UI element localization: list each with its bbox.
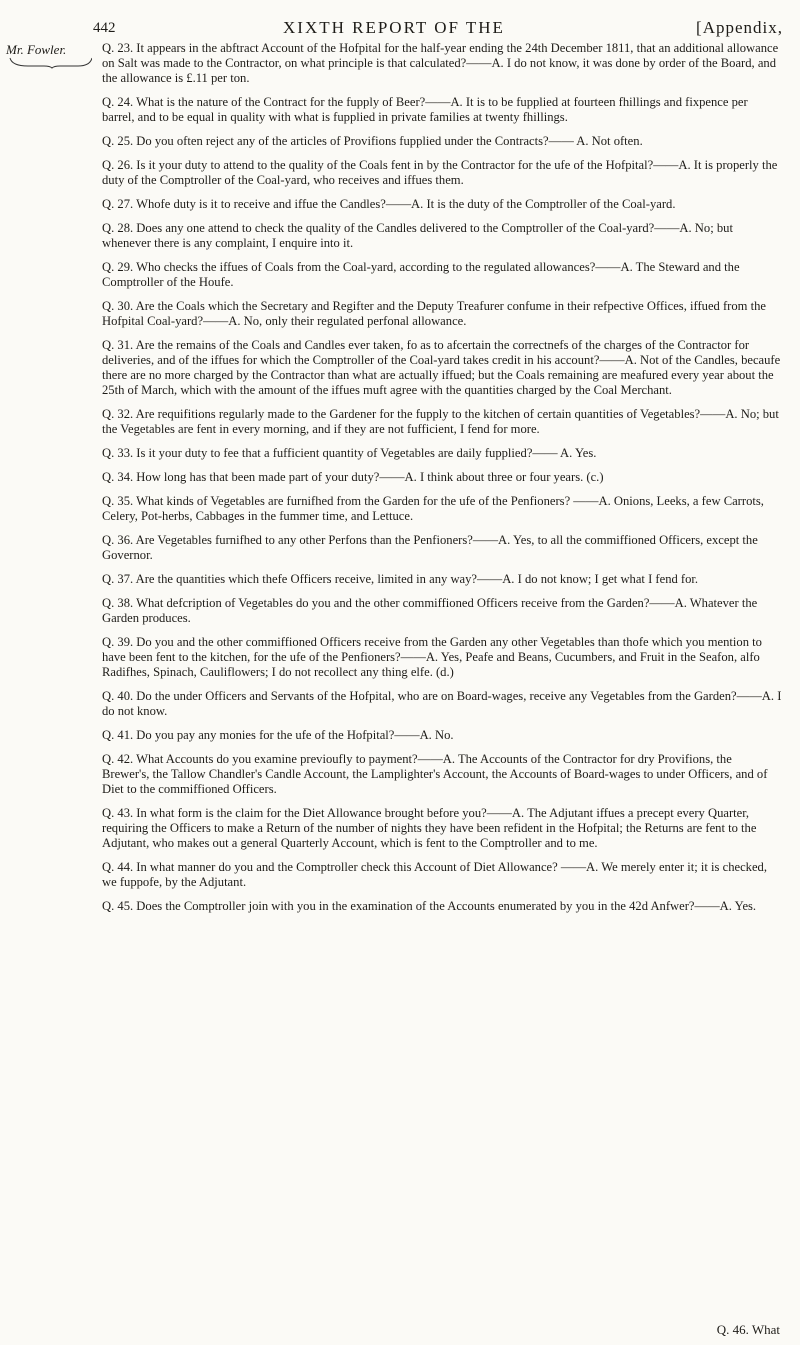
question-number: Q. 28.: [102, 221, 134, 235]
qa-entry: [102, 260, 782, 290]
question-number: Q. 44.: [102, 860, 134, 874]
margin-brace: [8, 57, 92, 69]
question-number: Q. 45.: [102, 899, 134, 913]
qa-text: How long has that been made part of your duty?——A. I think about three or four years. (c.): [136, 470, 604, 484]
qa-entry: [102, 95, 782, 125]
qa-text: What Accounts do you examine previoufly to payment?——A. The Accounts of the Contractor for dry Provifions, the Brewer's, the Tallow Chandler's Candle Account, the Lamplighter's Account, the Accounts of Board-wages to under Officers, and of Diet to the commiffioned Officers.: [102, 752, 768, 796]
qa-text: Do you and the other commiffioned Officers receive from the Garden any other Vegetables than thofe which you mention to have been fent to the kitchen, for the ufe of the Penfioners?——A. Yes, Peafe and Beans, Cucumbers, and Fruit in the Seafon, alfo Radifhes, Spinach, Cauliflowers; I do not recollect any thing elfe. (d.): [102, 635, 762, 679]
qa-entry: [102, 158, 782, 188]
question-number: Q. 34.: [102, 470, 134, 484]
qa-entry: [102, 899, 782, 914]
question-number: Q. 26.: [102, 158, 134, 172]
qa-entry: [102, 728, 782, 743]
qa-text: Do you pay any monies for the ufe of the Hofpital?——A. No.: [136, 728, 454, 742]
question-number: Q. 32.: [102, 407, 134, 421]
qa-text: What is the nature of the Contract for the fupply of Beer?——A. It is to be fupplied at fourteen fhillings and fixpence per barrel, and to be equal in quality with what is fupplied in private families at twenty fhillings.: [102, 95, 748, 124]
question-number: Q. 38.: [102, 596, 134, 610]
question-number: Q. 40.: [102, 689, 134, 703]
qa-entry: [102, 470, 782, 485]
qa-text: What defcription of Vegetables do you and the other commiffioned Officers receive from the Garden?——A. Whatever the Garden produces.: [102, 596, 758, 625]
qa-text: It appears in the abftract Account of the Hofpital for the half-year ending the 24th December 1811, that an additional allowance on Salt was made to the Contractor, on what principle is that calculated?——A. I do not know, it was done by order of the Board, and the allowance is £.11 per ton.: [102, 41, 779, 85]
qa-entry: [102, 299, 782, 329]
qa-entry: [102, 635, 782, 680]
qa-entry: [102, 134, 782, 149]
question-number: Q. 24.: [102, 95, 134, 109]
qa-entry: [102, 860, 782, 890]
qa-text: Are the Coals which the Secretary and Regifter and the Deputy Treafurer confume in their refpective Offices, iffued from the Hofpital Coal-yard?——A. No, only their regulated perfonal allowance.: [102, 299, 767, 328]
qa-text: Who checks the iffues of Coals from the Coal-yard, according to the regulated allowances?——A. The Steward and the Comptroller of the Houfe.: [102, 260, 740, 289]
qa-text: Do you often reject any of the articles of Provifions fupplied under the Contracts?—— A. Not often.: [136, 134, 643, 148]
report-title: XIXTH REPORT OF THE: [283, 18, 505, 37]
qa-text: Are Vegetables furnifhed to any other Perfons than the Penfioners?——A. Yes, to all the commiffioned Officers, except the Governor.: [102, 533, 758, 562]
question-number: Q. 36.: [102, 533, 134, 547]
question-number: Q. 41.: [102, 728, 134, 742]
qa-entry: [102, 533, 782, 563]
qa-text: What kinds of Vegetables are furnifhed from the Garden for the ufe of the Penfioners? ——A. Onions, Leeks, a few Carrots, Celery, Pot-herbs, Cabbages in the fummer time, and Lettuce.: [102, 494, 764, 523]
qa-text: Are the quantities which thefe Officers receive, limited in any way?——A. I do not know; I get what I fend for.: [135, 572, 699, 586]
qa-list: [102, 41, 782, 923]
qa-text: In what form is the claim for the Diet Allowance brought before you?——A. The Adjutant iffues a precept every Quarter, requiring the Officers to make a Return of the number of nights they have been refident in the Hofpital; the Returns are fent to the Adjutant, who makes out a general Quarterly Account, which is fent to the Comptroller and to me.: [102, 806, 757, 850]
qa-entry: [102, 806, 782, 851]
question-number: Q. 42.: [102, 752, 134, 766]
qa-text: Does any one attend to check the quality of the Candles delivered to the Comptroller of the Coal-yard?——A. No; but whenever there is any complaint, I enquire into it.: [102, 221, 733, 250]
question-number: Q. 39.: [102, 635, 134, 649]
running-header: [93, 16, 783, 42]
qa-entry: [102, 338, 782, 398]
qa-entry: [102, 494, 782, 524]
qa-text: Are the remains of the Coals and Candles ever taken, fo as to afcertain the correctnefs of the charges of the Contractor for deliveries, and of the iffues for which the Comptroller of the Coal-yard takes credit in his account?——A. Not of the Candles, becaufe there are no more charged by the Contractor than what are actually iffued; but the Coals remaining are meafured every year about the 25th of March, which with the amount of the iffues muft agree with the quantities charged by the Coal Merchant.: [102, 338, 781, 397]
qa-text: Is it your duty to fee that a fufficient quantity of Vegetables are daily fupplied?—— A. Yes.: [136, 446, 597, 460]
qa-entry: [102, 596, 782, 626]
qa-text: Is it your duty to attend to the quality of the Coals fent in by the Contractor for the ufe of the Hofpital?——A. It is properly the duty of the Comptroller of the Coal-yard, who receives and iffues them.: [102, 158, 778, 187]
question-number: Q. 30.: [102, 299, 134, 313]
qa-text: Does the Comptroller join with you in the examination of the Accounts enumerated by you in the 42d Anfwer?——A. Yes.: [136, 899, 757, 913]
margin-note: Mr. Fowler.: [6, 42, 67, 57]
page-number: 442: [93, 20, 116, 36]
question-number: Q. 37.: [102, 572, 134, 586]
qa-entry: [102, 752, 782, 797]
question-number: Q. 29.: [102, 260, 134, 274]
question-number: Q. 23.: [102, 41, 134, 55]
qa-text: Are requifitions regularly made to the Gardener for the fupply to the kitchen of certain quantities of Vegetables?——A. No; but the Vegetables are fent in every morning, and if they are not fufficient, I fend for more.: [102, 407, 779, 436]
question-number: Q. 31.: [102, 338, 134, 352]
qa-text: Whofe duty is it to receive and iffue the Candles?——A. It is the duty of the Comptroller of the Coal-yard.: [136, 197, 676, 211]
qa-entry: [102, 572, 782, 587]
qa-text: Do the under Officers and Servants of the Hofpital, who are on Board-wages, receive any Vegetables from the Garden?——A. I do not know.: [102, 689, 782, 718]
question-number: Q. 35.: [102, 494, 134, 508]
qa-entry: [102, 197, 782, 212]
qa-entry: [102, 221, 782, 251]
qa-entry: [102, 446, 782, 461]
question-number: Q. 25.: [102, 134, 134, 148]
question-number: Q. 33.: [102, 446, 134, 460]
catchword: Q. 46. What: [716, 1322, 780, 1337]
qa-entry: [102, 689, 782, 719]
qa-entry: [102, 41, 782, 86]
qa-entry: [102, 407, 782, 437]
appendix-label: [Appendix,: [696, 18, 783, 37]
qa-text: In what manner do you and the Comptroller check this Account of Diet Allowance? ——A. We merely enter it; it is checked, we fuppofe, by the Adjutant.: [102, 860, 768, 889]
question-number: Q. 43.: [102, 806, 134, 820]
question-number: Q. 27.: [102, 197, 134, 211]
